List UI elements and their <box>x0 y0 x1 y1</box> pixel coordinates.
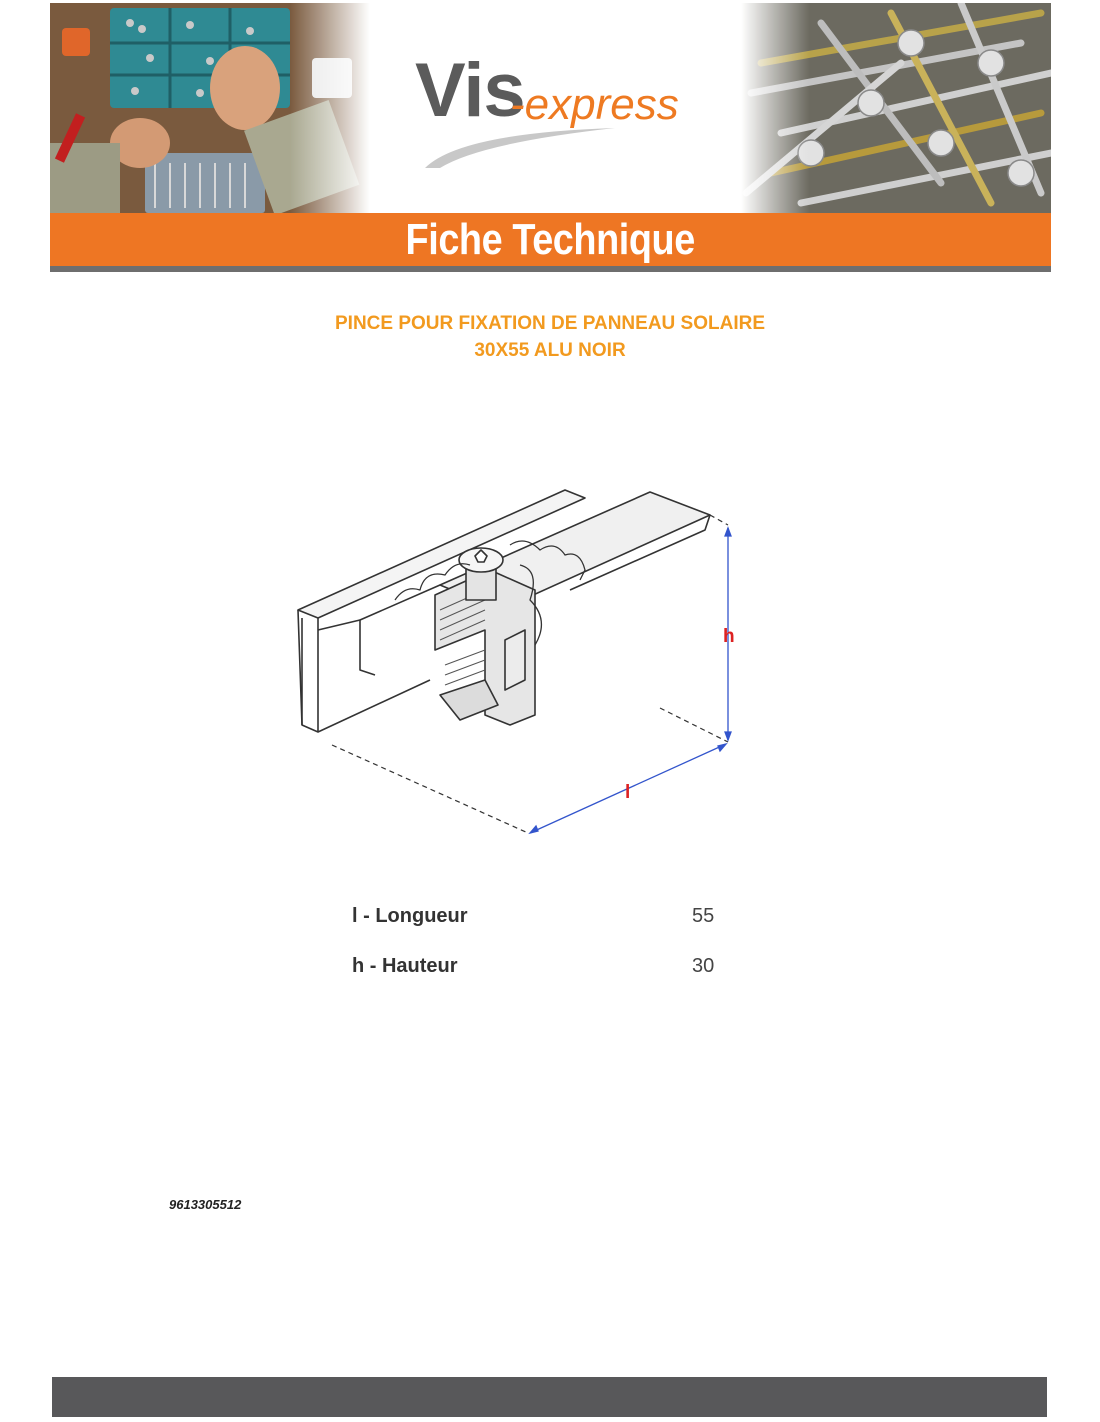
banner-divider <box>50 266 1051 272</box>
height-label: h <box>723 626 735 647</box>
screws-photo <box>741 3 1051 213</box>
spec-value: 55 <box>692 905 715 927</box>
vis-express-logo <box>415 48 715 173</box>
specifications-table <box>352 905 732 1005</box>
spec-row-length <box>352 905 732 955</box>
product-title-line2: 30X55 ALU NOIR <box>474 340 626 361</box>
tools-workbench-photo <box>50 3 370 213</box>
spec-row-height <box>352 955 732 1005</box>
length-label: l <box>625 782 631 803</box>
spec-value: 30 <box>692 955 715 977</box>
product-title <box>0 310 1100 364</box>
logo-sub-text: -express <box>510 80 679 129</box>
solar-clamp-technical-drawing <box>280 470 760 850</box>
product-title-line1: PINCE POUR FIXATION DE PANNEAU SOLAIRE <box>335 313 765 334</box>
spec-label: l - Longueur <box>352 905 468 927</box>
header-banner <box>50 3 1051 213</box>
product-reference: 9613305512 <box>169 1197 242 1212</box>
banner-title: Fiche Technique <box>405 214 696 264</box>
footer-bar <box>52 1377 1047 1417</box>
spec-label: h - Hauteur <box>352 955 458 977</box>
logo-main-text: Vis <box>415 48 525 133</box>
fiche-technique-banner <box>50 213 1051 266</box>
